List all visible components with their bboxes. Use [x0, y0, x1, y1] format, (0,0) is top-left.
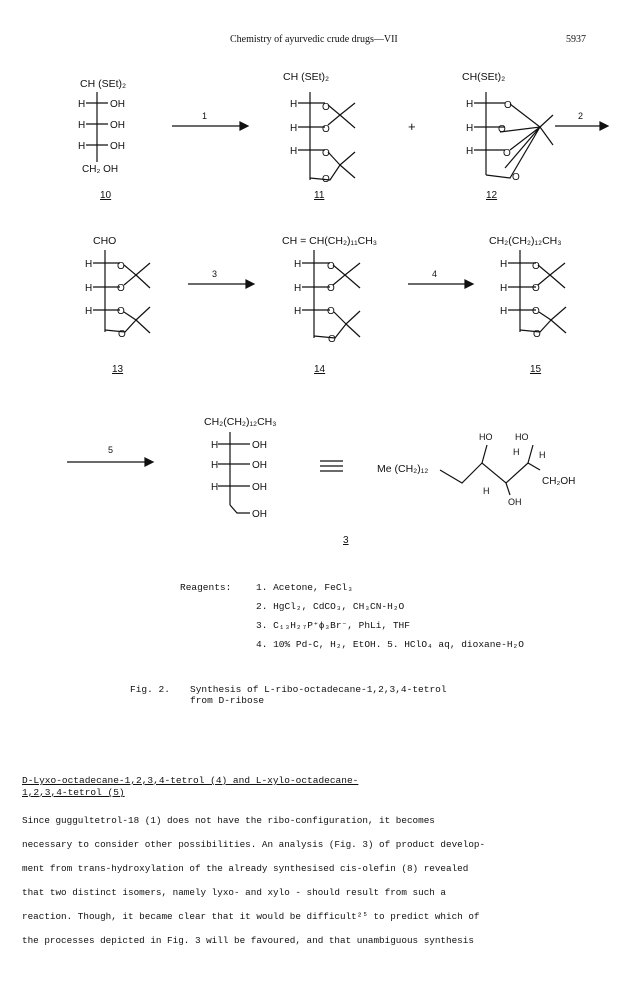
body-line-1: Since guggultetrol-18 (1) does not have the ribo-configuration, it becomes [22, 815, 435, 826]
c10-top: CH (SEt)₂ [80, 78, 127, 90]
reagents-label: Reagents: [180, 582, 232, 593]
c15-top: CH₂(CH₂)₁₂CH₃ [489, 235, 562, 247]
c3-me-chain: Me (CH₂)₁₂ [377, 463, 429, 475]
c10-number: 10 [100, 190, 112, 201]
c3-zigzag [440, 463, 540, 483]
c3-oh-2: OH [252, 460, 267, 471]
c3-h-2: H [211, 460, 219, 471]
reagent-4: 4. 10% Pd-C, H₂, EtOH. 5. HClO₄ aq, dioxane-H₂O [256, 639, 524, 650]
c3-h-3: H [211, 482, 219, 493]
c12-o-2: O [498, 124, 506, 135]
c13-o-2: O [117, 283, 125, 294]
c15-o-4: O [533, 329, 541, 340]
reagent-2: 2. HgCl₂, CdCO₃, CH₃CN-H₂O [256, 601, 405, 612]
arrow-1-label: 1 [202, 111, 208, 121]
c3-ho-1: HO [479, 432, 493, 442]
c14-number: 14 [314, 364, 326, 375]
c11-top: CH (SEt)₂ [283, 71, 330, 83]
c14-h-3: H [294, 306, 302, 317]
c10-oh-2: OH [110, 120, 125, 131]
c3-zig-h-2: H [539, 450, 546, 460]
c3-oh-4: OH [252, 509, 267, 520]
c3-number: 3 [343, 535, 349, 546]
c13-o-1: O [117, 261, 125, 272]
c3-oh-1: OH [252, 440, 267, 451]
c10-bottom: CH₂ OH [82, 164, 119, 175]
c14-o-2: O [327, 283, 335, 294]
c11-h-1: H [290, 99, 298, 110]
body-line-4: that two distinct isomers, namely lyxo- and xylo - should result from such a [22, 887, 447, 898]
c11-o-4: O [322, 174, 330, 185]
c13-h-1: H [85, 259, 93, 270]
c3-oh-3: OH [252, 482, 267, 493]
c14-o-1: O [327, 261, 335, 272]
c15-h-3: H [500, 306, 508, 317]
c10-oh-3: OH [110, 141, 125, 152]
plus-sign: + [408, 119, 416, 134]
c10-row-3: H [78, 141, 86, 152]
c15-number: 15 [530, 364, 542, 375]
arrow-2-label: 2 [578, 111, 584, 121]
c3-zig-h-3: H [483, 486, 490, 496]
section-heading [22, 775, 358, 799]
c12-o-4: O [512, 172, 520, 183]
c10-oh-1: OH [110, 99, 125, 110]
c14-h-1: H [294, 259, 302, 270]
c12-h-3: H [466, 146, 474, 157]
c15-o-1: O [532, 261, 540, 272]
c10-row-1: H [78, 99, 86, 110]
c3-h-1: H [211, 440, 219, 451]
c11-o-3: O [322, 148, 330, 159]
arrow-4-label: 4 [432, 269, 438, 279]
c15-h-1: H [500, 259, 508, 270]
c3-ch2oh: CH₂OH [542, 476, 576, 487]
c12-o-3: O [503, 148, 511, 159]
c10-row-2: H [78, 120, 86, 131]
c13-o-4: O [118, 329, 126, 340]
c13-number: 13 [112, 364, 124, 375]
c12-h-2: H [466, 123, 474, 134]
c15-h-2: H [500, 283, 508, 294]
figure-label: Fig. 2. [130, 684, 170, 695]
page-number: 5937 [566, 34, 586, 45]
c15-o-3: O [532, 306, 540, 317]
body-line-6: the processes depicted in Fig. 3 will be favoured, and that unambiguous synthesis [22, 935, 474, 946]
c12-h-1: H [466, 99, 474, 110]
c3-ho-2: HO [515, 432, 529, 442]
body-line-5: reaction. Though, it became clear that it would be difficult²⁵ to predict which of [22, 911, 480, 922]
c14-h-2: H [294, 283, 302, 294]
c13-h-2: H [85, 283, 93, 294]
arrow-5-label: 5 [108, 445, 114, 455]
reagent-3: 3. C₁₃H₂₇P⁺ϕ₃Br⁻, PhLi, THF [256, 620, 410, 631]
body-line-2: necessary to consider other possibilities. An analysis (Fig. 3) of product develop- [22, 839, 486, 850]
c3-top: CH₂(CH₂)₁₂CH₃ [204, 416, 277, 428]
caption-line-2: from D-ribose [190, 695, 265, 706]
section-heading-line-1: D-Lyxo-octadecane-1,2,3,4-tetrol (4) and L-xylo-octadecane- [22, 775, 359, 786]
c12-number: 12 [486, 190, 498, 201]
arrow-3-label: 3 [212, 269, 218, 279]
caption-line-1: Synthesis of L-ribo-octadecane-1,2,3,4-tetrol [190, 684, 447, 695]
c3-zig-h-1: H [513, 447, 520, 457]
c12-o-1: O [504, 100, 512, 111]
journal-title: Chemistry of ayurvedic crude drugs—VII [230, 34, 398, 45]
body-line-3: ment from trans-hydroxylation of the already synthesised cis-olefin (8) revealed [22, 863, 469, 874]
c11-h-2: H [290, 123, 298, 134]
c3-zig-oh: OH [508, 497, 522, 507]
c13-o-3: O [117, 306, 125, 317]
c12-top: CH(SEt)₂ [462, 71, 506, 83]
c11-o-1: O [322, 102, 330, 113]
c11-number: 11 [314, 190, 325, 201]
c11-o-2: O [322, 124, 330, 135]
c13-top: CHO [93, 235, 117, 247]
c14-top: CH = CH(CH₂)₁₁CH₃ [282, 235, 378, 247]
c14-o-3: O [327, 306, 335, 317]
c14-o-4: O [328, 334, 336, 345]
c15-o-2: O [532, 283, 540, 294]
section-heading-line-2: 1,2,3,4-tetrol (5) [22, 787, 125, 798]
c11-h-3: H [290, 146, 298, 157]
c13-h-3: H [85, 306, 93, 317]
reagent-1: 1. Acetone, FeCl₃ [256, 582, 353, 593]
